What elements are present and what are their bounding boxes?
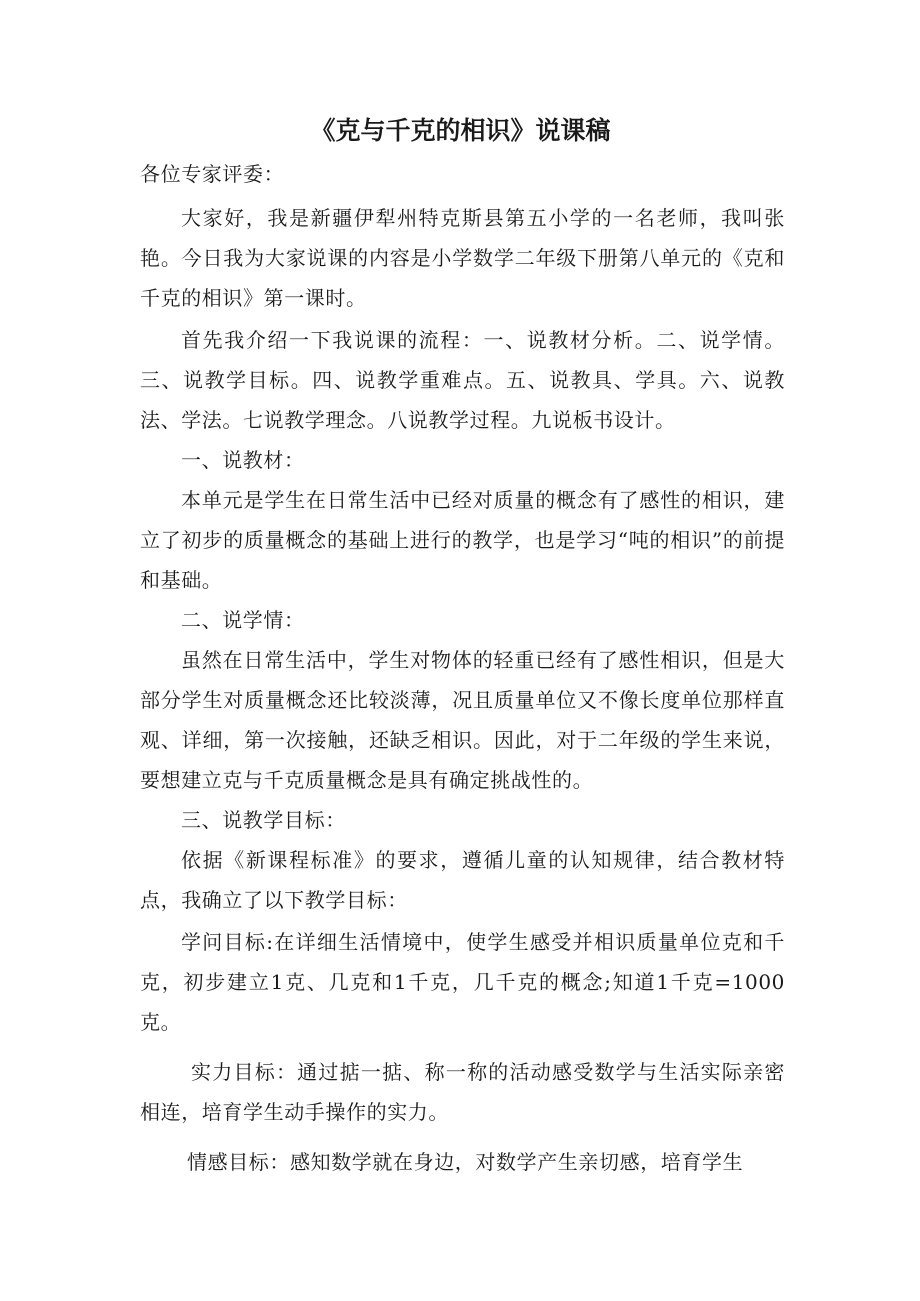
document-title: 《克与千克的相识》说课稿 <box>310 116 611 145</box>
document-page <box>140 108 785 1182</box>
paragraph-ability-goal: 实力目标：通过掂一掂、称一称的活动感受数学与生活实际亲密相连，培育学生动手操作的实力。 <box>140 1060 785 1124</box>
heading-objectives: 三、说教学目标： <box>181 808 346 832</box>
paragraph-emotion-goal: 情感目标：感知数学就在身边，对数学产生亲切感，培育学生 <box>187 1150 744 1174</box>
paragraph-intro: 大家好，我是新疆伊犁州特克斯县第五小学的一名老师，我叫张艳。今日我为大家说课的内容是小学数学二年级下册第八单元的《克和千克的相识》第一课时。 <box>140 206 785 310</box>
paragraph-textbook: 本单元是学生在日常生活中已经对质量的概念有了感性的相识，建立了初步的质量概念的基础上进行的教学，也是学习“吨的相识”的前提和基础。 <box>140 488 785 592</box>
paragraph-outline: 首先我介绍一下我说课的流程：一、说教材分析。二、说学情。三、说教学目标。四、说教学重难点。五、说教具、学具。六、说教法、学法。七说教学理念。八说教学过程。九说板书设计。 <box>140 328 785 432</box>
salutation: 各位专家评委： <box>140 162 285 186</box>
paragraph-students: 虽然在日常生活中，学生对物体的轻重已经有了感性相识，但是大部分学生对质量概念还比较淡薄，况且质量单位又不像长度单位那样直观、详细，第一次接触，还缺乏相识。因此，对于二年级的学生来说，要想建立克与千克质量概念是具有确定挑战性的。 <box>140 648 785 792</box>
heading-students: 二、说学情： <box>181 608 305 632</box>
paragraph-knowledge-goal: 学问目标:在详细生活情境中，使学生感受并相识质量单位克和千克，初步建立1克、几克和1千克，几千克的概念;知道1千克=1000克。 <box>140 930 785 1034</box>
paragraph-objectives: 依据《新课程标准》的要求，遵循儿童的认知规律，结合教材特点，我确立了以下教学目标： <box>140 848 785 912</box>
heading-textbook: 一、说教材： <box>181 448 305 472</box>
